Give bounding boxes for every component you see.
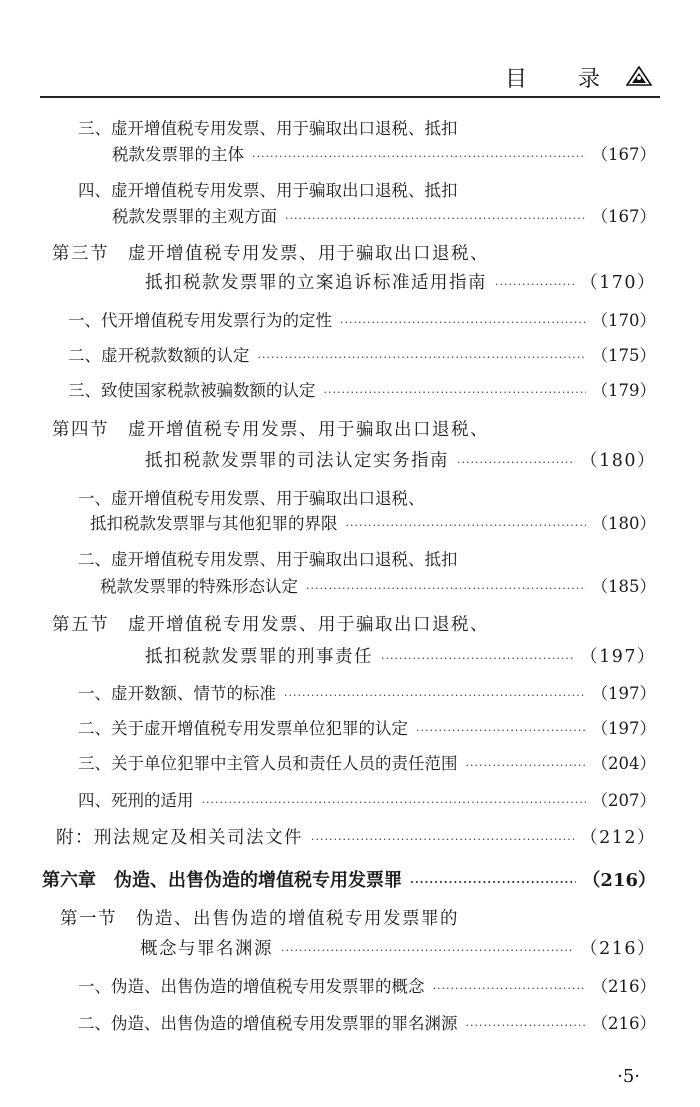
toc-entry-title: 三、致使国家税款被骗数额的认定 — [68, 381, 316, 400]
toc-entry-title: 四、死刑的适用 — [78, 791, 194, 810]
toc-entry-line1: 二、虚开增值税专用发票、用于骗取出口退税、抵扣 — [78, 550, 458, 569]
toc-entry — [100, 576, 656, 600]
toc-entry-title: 税款发票罪的主体 — [112, 145, 244, 164]
leader-dots — [495, 274, 574, 296]
toc-section-line1: 第五节 虚开增值税专用发票、用于骗取出口退税、 — [52, 615, 489, 635]
toc-section-line1: 第三节 虚开增值税专用发票、用于骗取出口退税、 — [52, 244, 489, 264]
toc-entry — [112, 206, 656, 230]
leader-dots — [285, 208, 586, 230]
toc-entry-title: 三、关于单位犯罪中主管人员和责任人员的责任范围 — [78, 754, 458, 773]
page-number: ·5· — [617, 1066, 640, 1087]
toc-page-number: （216） — [582, 870, 656, 891]
leader-dots — [416, 720, 586, 742]
leader-dots — [340, 312, 586, 334]
toc-entry-title: 二、关于虚开增值税专用发票单位犯罪的认定 — [78, 719, 408, 738]
toc-page-number: （216） — [580, 939, 656, 959]
toc-entry-title: 税款发票罪的主观方面 — [112, 207, 277, 226]
toc-section — [140, 938, 656, 962]
toc-entry-line1: 四、虚开增值税专用发票、用于骗取出口退税、抵扣 — [78, 181, 458, 200]
leader-dots — [466, 755, 586, 777]
toc-page-number: （185） — [591, 577, 656, 596]
toc-entry — [78, 718, 656, 742]
toc-section — [145, 646, 656, 670]
leader-dots — [466, 1015, 586, 1037]
toc-entry — [68, 345, 656, 369]
toc-entry — [90, 513, 656, 537]
leader-dots — [457, 452, 574, 474]
toc-section-line1: 第一节 伪造、出售伪造的增值税专用发票罪的 — [60, 909, 459, 929]
toc-entry-title: 税款发票罪的特殊形态认定 — [100, 577, 298, 596]
leader-dots — [284, 685, 586, 707]
toc-entry — [78, 753, 656, 777]
toc-entry-title: 二、伪造、出售伪造的增值税专用发票罪的罪名渊源 — [78, 1014, 458, 1033]
toc-section-title: 概念与罪名渊源 — [140, 939, 273, 959]
toc-page-number: （180） — [580, 451, 656, 471]
toc-entry — [112, 144, 656, 168]
toc-entry — [78, 790, 656, 814]
toc-entry-line1: 一、虚开增值税专用发票、用于骗取出口退税、 — [78, 489, 425, 508]
toc-entry-title: 抵扣税款发票罪与其他犯罪的界限 — [90, 514, 338, 533]
leader-dots — [410, 872, 576, 894]
toc-page-number: （175） — [591, 346, 656, 365]
toc-page-number: （216） — [591, 1014, 656, 1033]
toc-page-number: （207） — [591, 791, 656, 810]
toc-page-number: （216） — [591, 977, 656, 996]
toc-page-number: （167） — [591, 207, 656, 226]
toc-appendix-title: 附：刑法规定及相关司法文件 — [56, 828, 303, 848]
leader-dots — [258, 347, 586, 369]
leader-dots — [202, 792, 586, 814]
toc-page-number: （167） — [591, 145, 656, 164]
toc-page-number: （179） — [591, 381, 656, 400]
toc-page-number: （170） — [591, 311, 656, 330]
leader-dots — [311, 829, 574, 851]
leader-dots — [281, 940, 574, 962]
toc-page-number: （170） — [580, 273, 656, 293]
toc-section — [145, 450, 656, 474]
toc-page-number: （212） — [580, 828, 656, 848]
leader-dots — [433, 978, 586, 1000]
header-title: 目 录 — [505, 67, 622, 92]
toc-section — [145, 272, 656, 296]
toc-entry-title: 一、虚开数额、情节的标准 — [78, 684, 276, 703]
toc-page-number: （204） — [591, 754, 656, 773]
toc-entry — [68, 310, 656, 334]
toc-chapter-title: 第六章 伪造、出售伪造的增值税专用发票罪 — [42, 870, 402, 891]
leader-dots — [324, 382, 586, 404]
toc-entry — [78, 976, 656, 1000]
toc-section-title: 抵扣税款发票罪的立案追诉标准适用指南 — [145, 273, 487, 293]
leader-dots — [346, 515, 586, 537]
toc-page-number: （197） — [591, 684, 656, 703]
toc-entry — [68, 380, 656, 404]
toc-chapter — [42, 870, 656, 894]
leader-dots — [306, 578, 586, 600]
toc-page-number: （197） — [591, 719, 656, 738]
toc-entry — [78, 1013, 656, 1037]
leader-dots — [381, 648, 574, 670]
toc-entry-title: 一、伪造、出售伪造的增值税专用发票罪的概念 — [78, 977, 425, 996]
toc-page-number: （197） — [580, 647, 656, 667]
toc-section-line1: 第四节 虚开增值税专用发票、用于骗取出口退税、 — [52, 420, 489, 440]
toc-entry-title: 二、虚开税款数额的认定 — [68, 346, 250, 365]
leader-dots — [252, 146, 586, 168]
toc-entry-line1: 三、虚开增值税专用发票、用于骗取出口退税、抵扣 — [78, 119, 458, 138]
toc-entry — [78, 683, 656, 707]
toc-page-number: （180） — [591, 514, 656, 533]
toc-section-title: 抵扣税款发票罪的刑事责任 — [145, 647, 373, 667]
toc-appendix — [56, 827, 656, 851]
toc-entry-title: 一、代开增值税专用发票行为的定性 — [68, 311, 332, 330]
toc-section-title: 抵扣税款发票罪的司法认定实务指南 — [145, 451, 449, 471]
